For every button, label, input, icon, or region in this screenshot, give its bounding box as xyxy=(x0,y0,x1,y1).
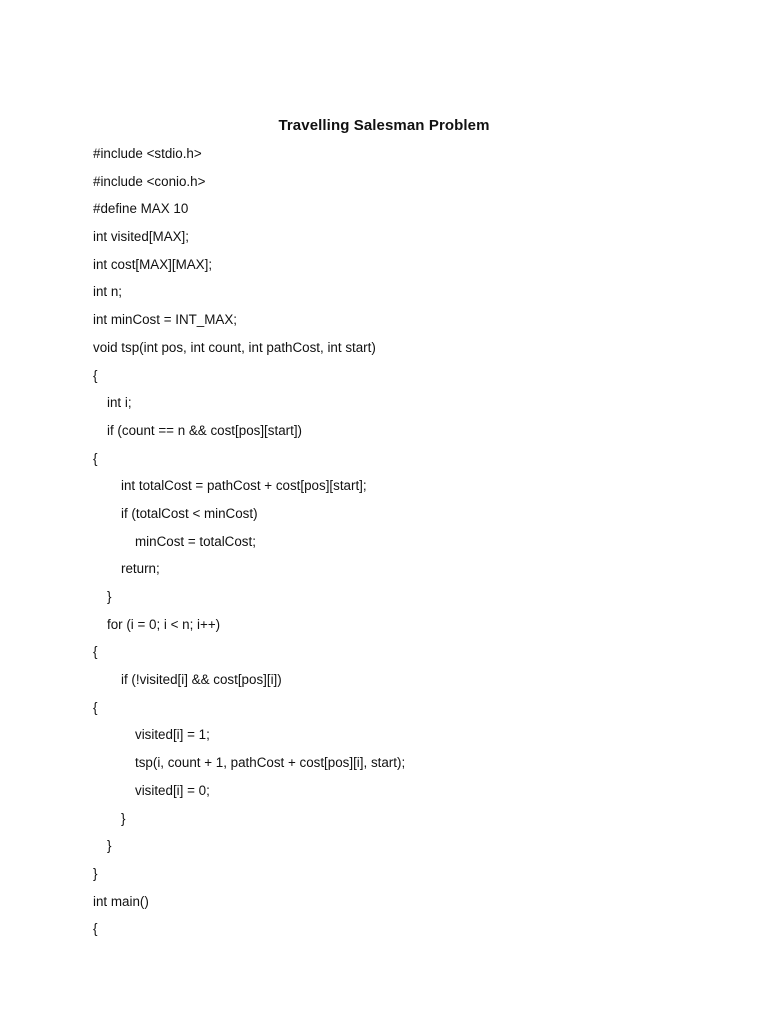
code-line: { xyxy=(93,699,98,715)
code-line: visited[i] = 0; xyxy=(135,782,210,798)
code-line: if (totalCost < minCost) xyxy=(121,505,258,521)
code-line: if (count == n && cost[pos][start]) xyxy=(107,422,302,438)
document-title: Travelling Salesman Problem xyxy=(278,117,490,134)
code-line: } xyxy=(93,865,98,881)
code-line: void tsp(int pos, int count, int pathCost, int start) xyxy=(93,339,376,355)
code-line: #define MAX 10 xyxy=(93,201,189,217)
code-line: tsp(i, count + 1, pathCost + cost[pos][i], start); xyxy=(135,755,406,771)
code-line: int main() xyxy=(93,893,149,909)
code-line: int visited[MAX]; xyxy=(93,229,189,245)
code-line: for (i = 0; i < n; i++) xyxy=(107,616,221,632)
code-line: int n; xyxy=(93,284,123,300)
code-line: } xyxy=(107,589,112,604)
code-line: { xyxy=(93,367,98,383)
code-line: } xyxy=(107,838,112,854)
code-line: { xyxy=(93,921,98,937)
code-line: } xyxy=(121,810,126,826)
code-line: visited[i] = 1; xyxy=(135,727,210,743)
code-line: #include <stdio.h> xyxy=(93,146,202,161)
code-line: #include <conio.h> xyxy=(93,173,206,189)
code-line: int totalCost = pathCost + cost[pos][start]; xyxy=(121,478,367,494)
code-block xyxy=(93,143,733,946)
code-line: int i; xyxy=(107,395,132,411)
code-line: { xyxy=(93,450,98,466)
code-line: if (!visited[i] && cost[pos][i]) xyxy=(121,672,282,688)
code-line: minCost = totalCost; xyxy=(135,533,256,549)
code-line: return; xyxy=(121,561,160,577)
code-line: int minCost = INT_MAX; xyxy=(93,312,237,328)
code-line: { xyxy=(93,644,98,660)
code-line: int cost[MAX][MAX]; xyxy=(93,256,213,272)
